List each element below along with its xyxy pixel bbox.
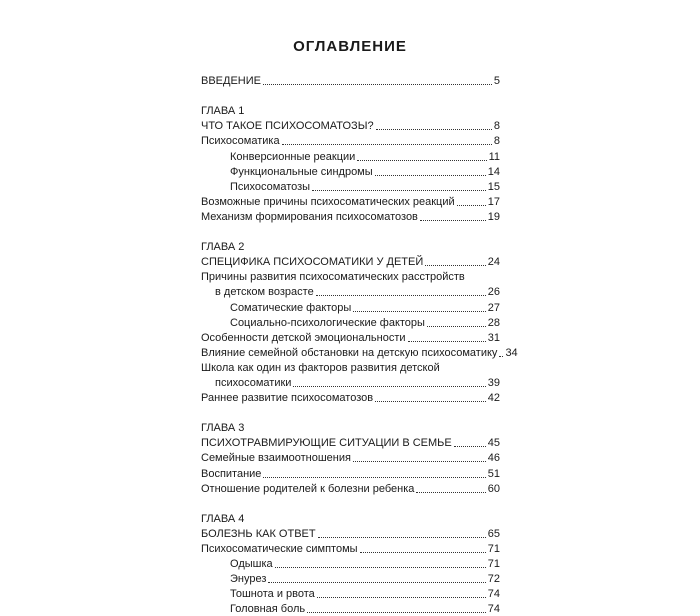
toc-entry-label: Конверсионные реакции bbox=[230, 150, 356, 163]
toc-entry-page-number: 65 bbox=[487, 527, 500, 540]
toc-entry-page-number: 28 bbox=[487, 316, 500, 329]
toc-entry[interactable] bbox=[201, 571, 500, 586]
toc-entry[interactable] bbox=[201, 269, 500, 284]
section-gap bbox=[201, 224, 500, 239]
toc-entry[interactable] bbox=[201, 375, 500, 390]
dot-leader bbox=[268, 582, 485, 583]
toc-entry-page-number: 26 bbox=[487, 286, 500, 299]
toc-entry-label: Раннее развитие психосоматозов bbox=[201, 392, 374, 405]
toc-entry-label: Возможные причины психосоматических реакций bbox=[201, 195, 455, 208]
toc-entry-page-number: 27 bbox=[487, 301, 500, 314]
dot-leader bbox=[457, 205, 486, 206]
toc-entry-label: Одышка bbox=[230, 558, 273, 571]
dot-leader bbox=[375, 401, 486, 402]
toc-entry[interactable] bbox=[201, 435, 500, 450]
dot-leader bbox=[317, 597, 486, 598]
toc-entry-label: Психосоматика bbox=[201, 135, 280, 148]
toc-entry-page-number: 45 bbox=[487, 437, 500, 450]
toc-entry-page-number: 71 bbox=[487, 558, 500, 571]
toc-entry[interactable] bbox=[201, 315, 500, 330]
toc-entry[interactable] bbox=[201, 148, 500, 163]
toc-entry-label: в детском возрасте bbox=[215, 286, 314, 299]
toc-entry-label: Отношение родителей к болезни ребенка bbox=[201, 482, 415, 495]
dot-leader bbox=[353, 311, 485, 312]
toc-entry[interactable] bbox=[201, 284, 500, 299]
toc-entry[interactable] bbox=[201, 118, 500, 133]
dot-leader bbox=[416, 492, 485, 493]
toc-entry-label: ПСИХОТРАВМИРУЮЩИЕ СИТУАЦИИ В СЕМЬЕ bbox=[201, 437, 452, 450]
toc-entry-label: Школа как один из факторов развития детской bbox=[201, 361, 440, 374]
chapter-heading: ГЛАВА 2 bbox=[201, 241, 245, 254]
toc-entry-label: Влияние семейной обстановки на детскую психосоматику bbox=[201, 346, 498, 359]
dot-leader bbox=[454, 446, 486, 447]
toc-entry[interactable] bbox=[201, 390, 500, 405]
dot-leader bbox=[360, 552, 486, 553]
dot-leader bbox=[318, 537, 486, 538]
dot-leader bbox=[293, 386, 485, 387]
dot-leader bbox=[427, 326, 486, 327]
toc-entry[interactable] bbox=[201, 133, 500, 148]
dot-leader bbox=[316, 295, 486, 296]
toc-entry-label: Тошнота и рвота bbox=[230, 588, 315, 601]
toc-entry-label: Механизм формирования психосоматозов bbox=[201, 210, 418, 223]
dot-leader bbox=[275, 567, 486, 568]
toc-entry[interactable] bbox=[201, 299, 500, 314]
toc-entry-page-number: 74 bbox=[487, 603, 500, 616]
toc-entry-page-number: 31 bbox=[487, 331, 500, 344]
toc-entry-page-number: 17 bbox=[487, 195, 500, 208]
dot-leader bbox=[376, 129, 492, 130]
toc-entry-page-number: 72 bbox=[487, 573, 500, 586]
toc-entry-label: психосоматики bbox=[215, 376, 292, 389]
section-gap bbox=[201, 405, 500, 420]
toc-entry-label: Социально-психологические факторы bbox=[230, 316, 425, 329]
dot-leader bbox=[499, 356, 503, 357]
toc-entry-page-number: 14 bbox=[487, 165, 500, 178]
toc-entry[interactable] bbox=[201, 194, 500, 209]
toc-entry-page-number: 24 bbox=[487, 256, 500, 269]
dot-leader bbox=[307, 612, 486, 613]
section-gap bbox=[201, 88, 500, 103]
page-title: ОГЛАВЛЕНИЕ bbox=[293, 38, 407, 55]
dot-leader bbox=[353, 461, 486, 462]
toc-entry[interactable] bbox=[201, 601, 500, 616]
dot-leader bbox=[375, 175, 486, 176]
toc-entry-page-number: 5 bbox=[493, 75, 500, 88]
toc-entry-label: Соматические факторы bbox=[230, 301, 352, 314]
toc-entry-label: Энурез bbox=[230, 573, 267, 586]
toc-entry-label: Причины развития психосоматических расстройств bbox=[201, 271, 465, 284]
toc-entry-page-number: 71 bbox=[487, 543, 500, 555]
toc-entry[interactable] bbox=[201, 73, 500, 88]
toc-entry[interactable] bbox=[201, 465, 500, 480]
toc-entry-label: Головная боль bbox=[230, 603, 306, 616]
toc-entry[interactable] bbox=[201, 526, 500, 541]
toc-entry-page-number: 74 bbox=[487, 588, 500, 601]
chapter-heading: ГЛАВА 3 bbox=[201, 422, 245, 435]
toc-entry[interactable] bbox=[201, 164, 500, 179]
toc-entry[interactable] bbox=[201, 209, 500, 224]
table-of-contents bbox=[201, 73, 518, 616]
section-gap bbox=[201, 496, 500, 511]
toc-entry-label: СПЕЦИФИКА ПСИХОСОМАТИКИ У ДЕТЕЙ bbox=[201, 256, 424, 269]
dot-leader bbox=[408, 341, 486, 342]
toc-entry[interactable] bbox=[201, 556, 500, 571]
toc-entry-page-number: 11 bbox=[488, 150, 500, 163]
toc-entry[interactable] bbox=[201, 360, 500, 375]
toc-entry-page-number: 46 bbox=[487, 452, 500, 465]
toc-entry-label: ВВЕДЕНИЕ bbox=[201, 75, 261, 88]
toc-entry-label: БОЛЕЗНЬ КАК ОТВЕТ bbox=[201, 527, 316, 540]
dot-leader bbox=[312, 190, 486, 191]
toc-entry-page-number: 34 bbox=[505, 346, 518, 359]
toc-entry[interactable] bbox=[201, 541, 500, 556]
toc-entry[interactable] bbox=[201, 450, 500, 465]
toc-entry-label: Воспитание bbox=[201, 467, 262, 480]
toc-entry-page-number: 8 bbox=[493, 120, 500, 133]
toc-entry-page-number: 19 bbox=[487, 210, 500, 223]
toc-entry-page-number: 60 bbox=[487, 482, 500, 495]
toc-entry-label: Функциональные синдромы bbox=[230, 165, 373, 178]
dot-leader bbox=[263, 84, 492, 85]
toc-entry-page-number: 42 bbox=[487, 392, 500, 405]
toc-entry-label: Особенности детской эмоциональности bbox=[201, 331, 406, 344]
toc-entry[interactable] bbox=[201, 586, 500, 601]
dot-leader bbox=[357, 160, 486, 161]
toc-entry-page-number: 39 bbox=[487, 376, 500, 389]
dot-leader bbox=[263, 477, 485, 478]
toc-entry-page-number: 15 bbox=[487, 180, 500, 193]
toc-entry[interactable] bbox=[201, 345, 518, 360]
toc-entry-page-number: 8 bbox=[493, 135, 500, 148]
toc-entry[interactable] bbox=[201, 330, 500, 345]
toc-entry-page-number: 51 bbox=[487, 467, 500, 480]
toc-entry-label: ЧТО ТАКОЕ ПСИХОСОМАТОЗЫ? bbox=[201, 120, 374, 133]
dot-leader bbox=[420, 220, 486, 221]
toc-entry[interactable] bbox=[201, 481, 500, 496]
toc-entry[interactable] bbox=[201, 179, 500, 194]
toc-entry-label: Психосоматические симптомы bbox=[201, 543, 358, 555]
toc-entry-label: Семейные взаимоотношения bbox=[201, 452, 351, 465]
dot-leader bbox=[282, 144, 492, 145]
dot-leader bbox=[425, 265, 485, 266]
toc-entry-label: Психосоматозы bbox=[230, 180, 311, 193]
toc-entry[interactable] bbox=[201, 254, 500, 269]
chapter-heading: ГЛАВА 4 bbox=[201, 512, 245, 525]
chapter-heading: ГЛАВА 1 bbox=[201, 105, 245, 118]
